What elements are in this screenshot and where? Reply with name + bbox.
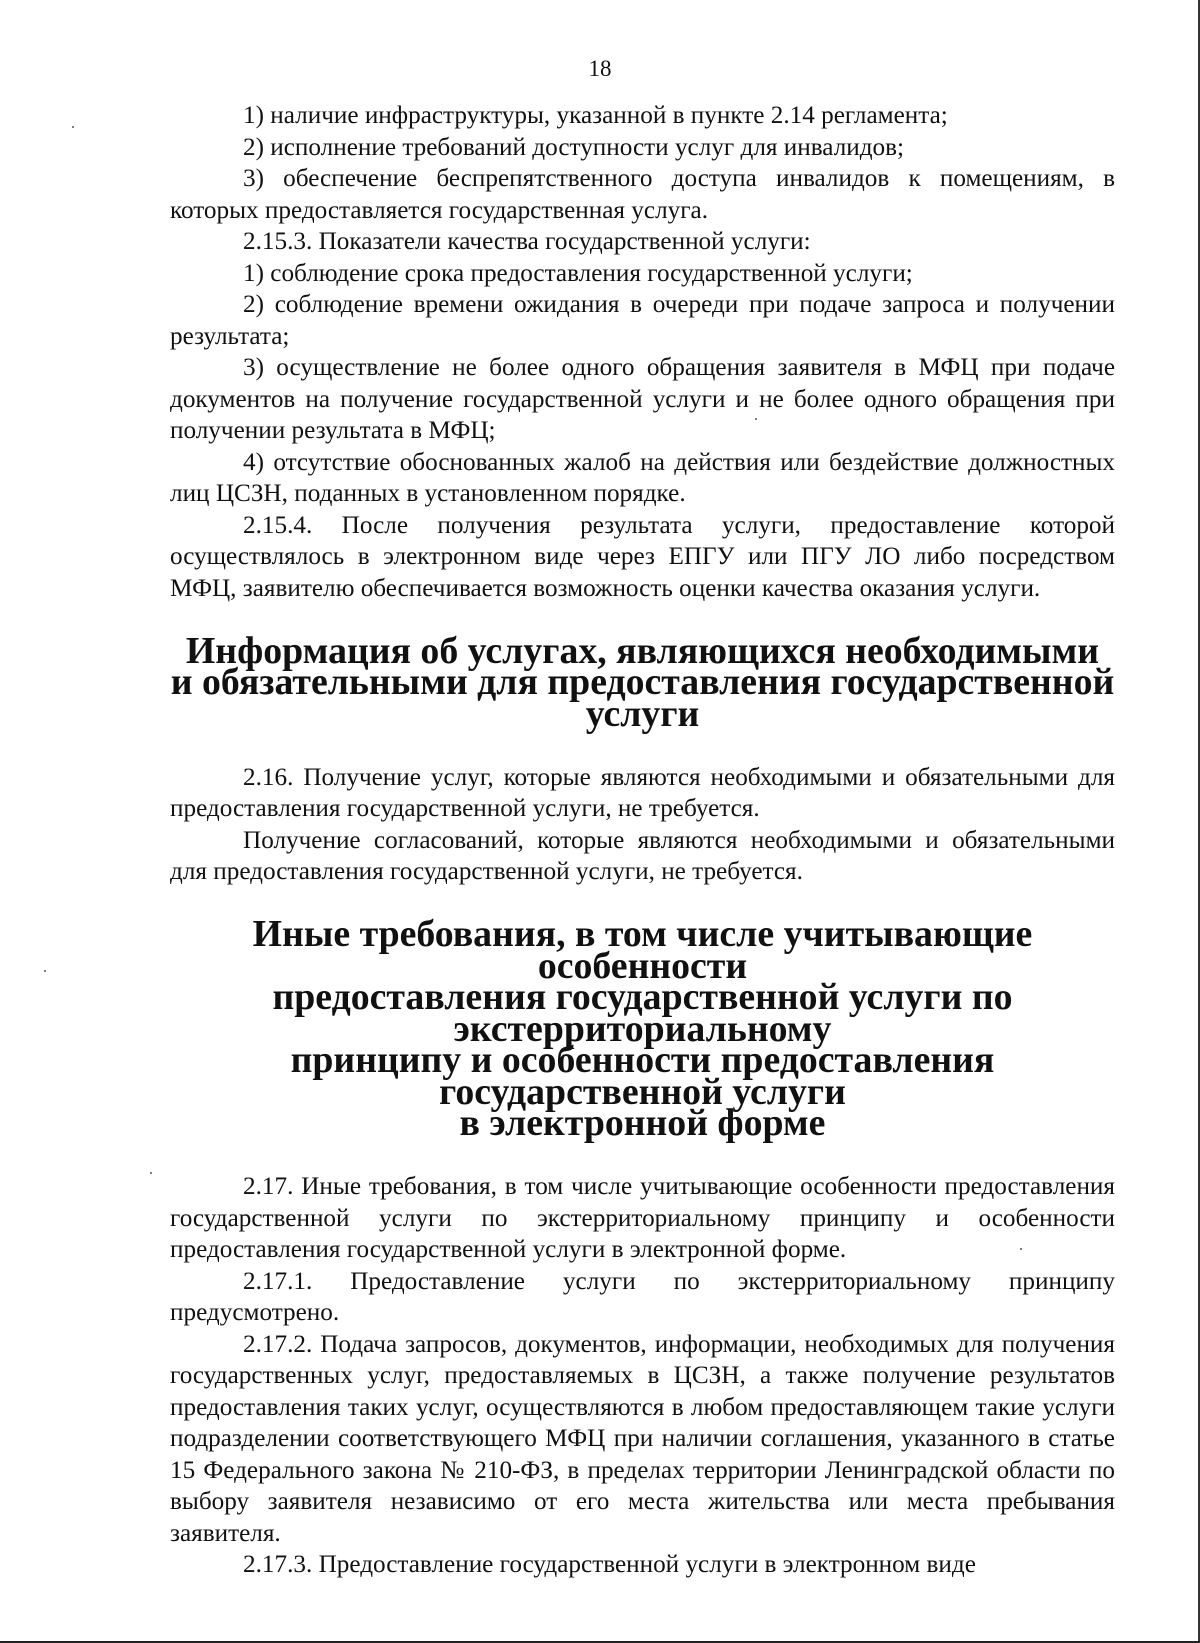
scan-speck	[44, 970, 46, 972]
paragraph-item-2: 2) исполнение требований доступности услуг для инвалидов;	[243, 133, 905, 161]
scan-speck	[1020, 1248, 1022, 1250]
paragraph-clause-2-15-3: 2.15.3. Показатели качества государственной услуги:	[243, 228, 811, 255]
paragraph-clause-2-15-4: 2.15.4. После получения результата услуги, предоставление которой осуществлялось в электронном виде через ЕПГУ или ПГУ ЛО либо посредством МФЦ, заявителю обеспечивается возможность оценки качества оказания услуги.	[170, 511, 1115, 602]
section-heading-necessary-services	[170, 629, 1115, 735]
paragraph-clause-2-17-2: 2.17.2. Подача запросов, документов, информации, необходимых для получения государственных услуг, предоставляемых в ЦСЗН, а также получение результатов предоставления таких услуг, осуществляются в любом предоставляющем такие услуги подразделении соответствующего МФЦ при наличии соглашения, указанного в статье 15 Федерального закона № 210-ФЗ, в пределах территории Ленинградской области по выбору заявителя независимо от его места жительства или места пребывания заявителя.	[170, 1330, 1115, 1547]
paragraph-clause-2-17-3: 2.17.3. Предоставление государственной услуги в электронном виде	[243, 1551, 976, 1578]
paragraph-item-1: 1) наличие инфраструктуры, указанной в пункте 2.14 регламента;	[243, 102, 948, 129]
paragraph-clause-2-17-1: 2.17.1. Предоставление услуги по экстерриториальному принципу предусмотрено.	[170, 1267, 1115, 1326]
heading-line: Иные требования, в том числе учитывающие особенности	[252, 913, 1033, 987]
page-number: 18	[588, 56, 612, 81]
paragraph-approvals: Получение согласований, которые являются необходимыми и обязательными для предоставления государственной услуги, не требуется.	[170, 826, 1115, 885]
heading-line: в электронной форме	[459, 1102, 826, 1144]
heading-line: предоставления государственной услуги по экстерриториальному	[272, 976, 1013, 1050]
scan-speck	[150, 1172, 152, 1174]
paragraph-item-2: 2) соблюдение времени ожидания в очереди при подаче запроса и получении результата;	[170, 291, 1115, 350]
heading-line: принципу и особенности предоставления государственной услуги	[290, 1039, 995, 1113]
section-heading-other-requirements	[170, 913, 1115, 1144]
paragraph-clause-2-17: 2.17. Иные требования, в том числе учитывающие особенности предоставления государственной услуги по экстерриториальному принципу и особенности предоставления государственной услуги в электронной форме.	[170, 1173, 1115, 1263]
paragraph-clause-2-16: 2.16. Получение услуг, которые являются необходимыми и обязательными для предоставления государственной услуги, не требуется.	[170, 763, 1115, 822]
paragraph-item-1: 1) соблюдение срока предоставления государственной услуги;	[243, 259, 913, 287]
scan-speck	[755, 418, 757, 420]
heading-line: Информация об услугах, являющихся необходимыми	[185, 629, 1100, 672]
scan-speck	[72, 126, 74, 128]
paragraph-item-4: 4) отсутствие обоснованных жалоб на действия или бездействие должностных лиц ЦСЗН, поданных в установленном порядке.	[170, 448, 1115, 507]
document-body	[170, 100, 1115, 1581]
paragraph-item-3: 3) осуществление не более одного обращения заявителя в МФЦ при подаче документов на получение государственной услуги и не более одного обращения при получении результата в МФЦ;	[170, 354, 1115, 444]
heading-line: и обязательными для предоставления государственной услуги	[170, 661, 1115, 735]
paragraph-item-3: 3) обеспечение беспрепятственного доступа инвалидов к помещениям, в которых предоставляется государственная услуга.	[170, 165, 1115, 224]
